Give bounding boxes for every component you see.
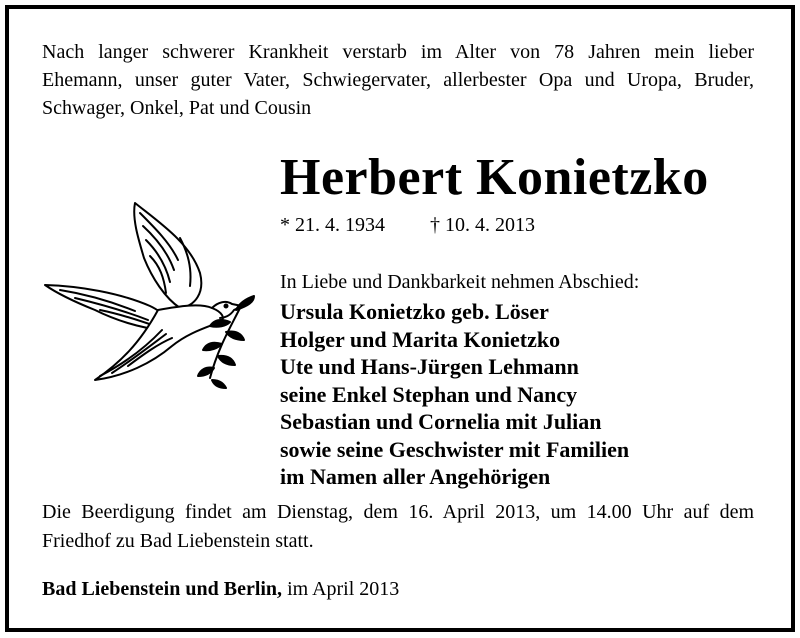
mourner-item: im Namen aller Angehörigen (280, 464, 551, 489)
intro-line-1: Nach langer schwerer Krankheit verstarb im Alter von 78 Jahren mein lieber (42, 41, 754, 63)
mourner-item: sowie seine Geschwister mit Familien (280, 436, 630, 462)
funeral-line-2: Friedhof zu Bad Liebenstein statt. (42, 530, 314, 552)
funeral-line-1: Die Beerdigung findet am Dienstag, dem 16. April 2013, um 14.00 Uhr auf dem (42, 501, 754, 523)
mourner-item: Ursula Konietzko geb. Löser (280, 299, 549, 324)
mourners-list (280, 298, 629, 491)
date-text: im April 2013 (282, 578, 400, 600)
intro-text (42, 38, 754, 122)
death-date: † 10. 4. 2013 (430, 214, 535, 236)
place-and-date (42, 578, 399, 601)
mourner-item: seine Enkel Stephan und Nancy (280, 381, 578, 407)
mourner-item: Sebastian und Cornelia mit Julian (280, 409, 602, 434)
intro-line-2: Ehemann, unser guter Vater, Schwiegervater, allerbester Opa und Uropa, Bruder, (42, 69, 754, 91)
intro-line-3: Schwager, Onkel, Pat und Cousin (42, 97, 312, 119)
birth-date: * 21. 4. 1934 (280, 214, 385, 236)
mourner-item: Holger und Marita Konietzko (280, 326, 561, 352)
life-dates (280, 214, 535, 237)
farewell-text: In Liebe und Dankbarkeit nehmen Abschied: (280, 271, 640, 293)
deceased-name: Herbert Konietzko (280, 149, 709, 206)
dove-icon (40, 198, 260, 393)
mourner-item: Ute und Hans-Jürgen Lehmann (280, 354, 579, 379)
funeral-info (42, 498, 754, 556)
place-text: Bad Liebenstein und Berlin, (42, 578, 283, 600)
